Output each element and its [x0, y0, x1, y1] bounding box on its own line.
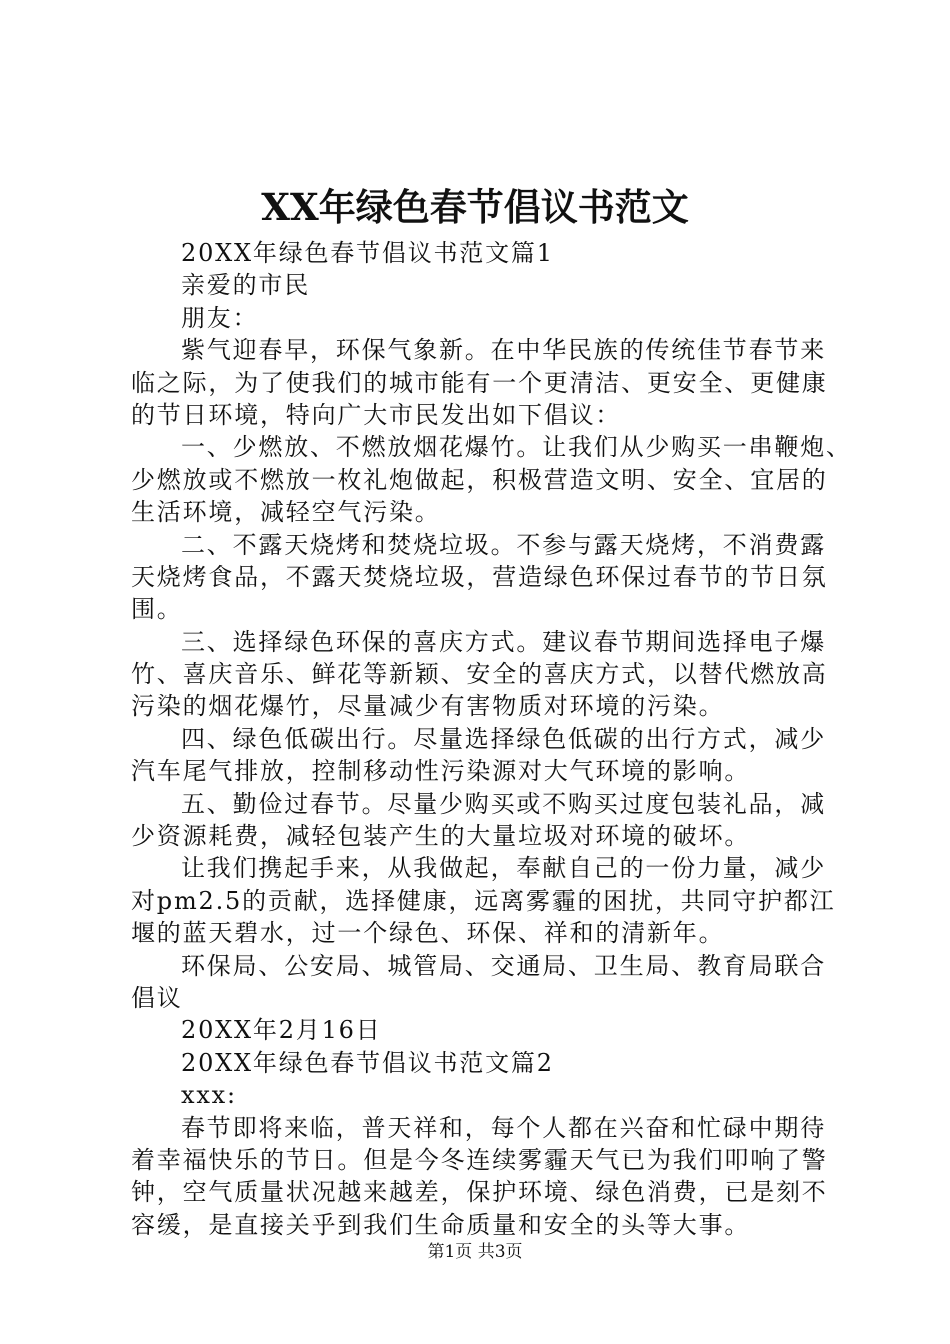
text-line: 倡议: [131, 983, 183, 1012]
text-line: 临之际，为了使我们的城市能有一个更清洁、更安全、更健康: [131, 368, 828, 397]
text-line: 五、勤俭过春节。尽量少购买或不购买过度包装礼品，减: [181, 789, 826, 818]
text-line: 钟，空气质量状况越来越差，保护环境、绿色消费，已是刻不: [131, 1178, 828, 1207]
text-line: 天烧烤食品，不露天焚烧垃圾，营造绿色环保过春节的节日氛: [131, 562, 828, 591]
text-line: 亲爱的市民: [181, 271, 310, 300]
text-line: 20XX年2月16日: [181, 1016, 382, 1045]
text-line: 环保局、公安局、城管局、交通局、卫生局、教育局联合: [181, 951, 826, 980]
text-line: 20XX年绿色春节倡议书范文篇1: [181, 239, 554, 267]
document-body: [131, 237, 852, 1241]
text-line: 20XX年绿色春节倡议书范文篇2: [181, 1048, 554, 1077]
text-line: 竹、喜庆音乐、鲜花等新颖、安全的喜庆方式，以替代燃放高: [131, 660, 828, 689]
text-line: 容缓，是直接关乎到我们生命质量和安全的头等大事。: [131, 1210, 751, 1239]
text-line: 春节即将来临，普天祥和，每个人都在兴奋和忙碌中期待: [181, 1113, 826, 1142]
text-line: 着幸福快乐的节日。但是今冬连续雾霾天气已为我们叩响了警: [131, 1145, 828, 1174]
text-line: 让我们携起手来，从我做起，奉献自己的一份力量，减少: [181, 854, 826, 883]
text-line: 少燃放或不燃放一枚礼炮做起，积极营造文明、安全、宜居的: [131, 465, 828, 494]
document-title: XX年绿色春节倡议书范文: [261, 185, 689, 229]
text-line: 汽车尾气排放，控制移动性污染源对大气环境的影响。: [131, 757, 751, 786]
text-line: 对pm2.5的贡献，选择健康，远离雾霾的困扰，共同守护都江: [131, 886, 836, 915]
text-line: 堰的蓝天碧水，过一个绿色、环保、祥和的清新年。: [131, 919, 725, 948]
text-line: 二、不露天烧烤和焚烧垃圾。不参与露天烧烤，不消费露: [181, 530, 826, 559]
text-line: 生活环境，减轻空气污染。: [131, 498, 441, 527]
text-line: 的节日环境，特向广大市民发出如下倡议：: [131, 400, 622, 429]
text-line: 四、绿色低碳出行。尽量选择绿色低碳的出行方式，减少: [181, 724, 826, 753]
text-line: 紫气迎春早，环保气象新。在中华民族的传统佳节春节来: [181, 336, 826, 365]
text-line: 三、选择绿色环保的喜庆方式。建议春节期间选择电子爆: [181, 627, 826, 656]
text-line: 朋友：: [181, 303, 259, 332]
text-line: 围。: [131, 595, 183, 624]
text-line: xxx:: [181, 1081, 237, 1110]
text-line: 一、少燃放、不燃放烟花爆竹。让我们从少购买一串鞭炮、: [181, 433, 852, 462]
page-footer: 第1页 共3页: [427, 1242, 523, 1262]
text-line: 污染的烟花爆竹，尽量减少有害物质对环境的污染。: [131, 692, 725, 721]
text-line: 少资源耗费，减轻包装产生的大量垃圾对环境的破坏。: [131, 822, 751, 851]
